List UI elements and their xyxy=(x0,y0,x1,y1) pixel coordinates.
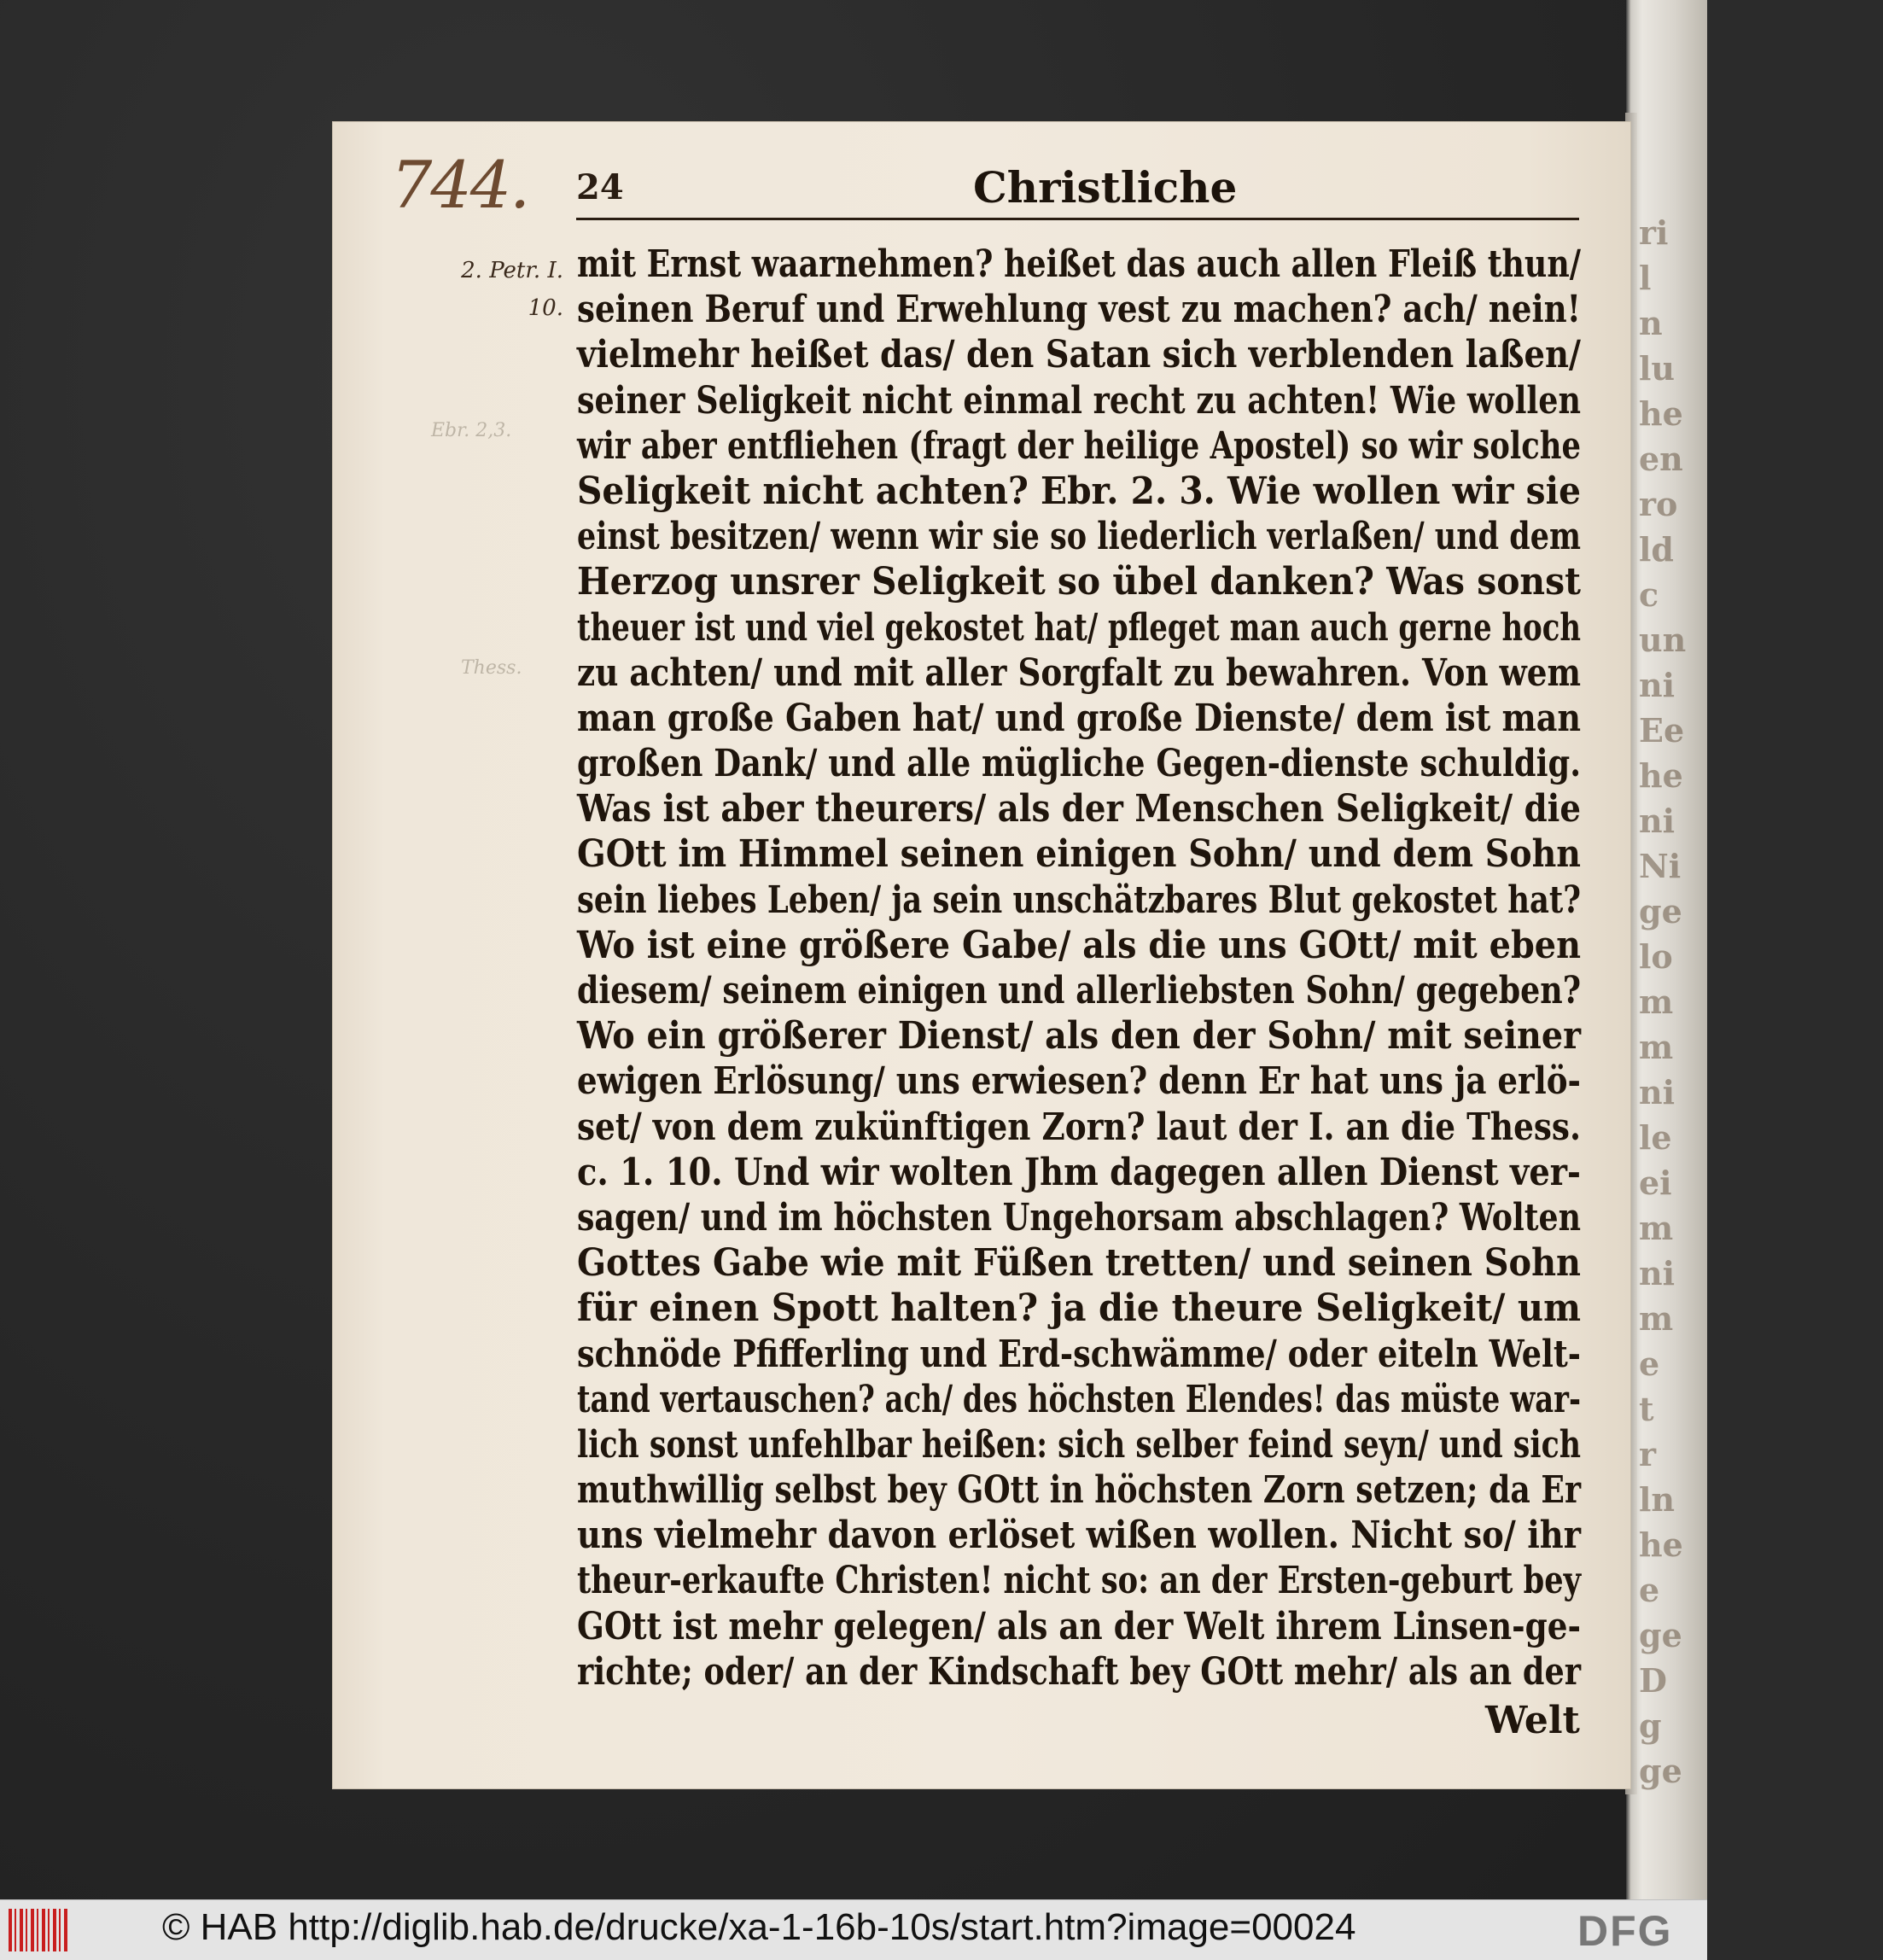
text-line: lich sonst unfehlbar heißen: sich selber feind seyn/ und sich xyxy=(577,1422,1581,1467)
bleed-fragment: l xyxy=(1639,259,1652,297)
margin-note-line: 2. Petr. I. xyxy=(461,258,563,283)
hab-barcode-logo xyxy=(9,1909,70,1951)
catchword: Welt xyxy=(1485,1699,1580,1742)
bleed-fragment: Ni xyxy=(1639,847,1682,885)
bleed-fragment: lu xyxy=(1639,349,1676,388)
margin-note-line: 10. xyxy=(528,295,563,321)
text-line: Seligkeit nicht achten? Ebr. 2. 3. Wie wollen wir sie xyxy=(577,469,1581,513)
text-line: Was ist aber theurers/ als der Menschen Seligkeit/ die xyxy=(577,787,1581,831)
bleed-fragment: ge xyxy=(1639,892,1682,930)
bleed-fragment: D xyxy=(1639,1661,1667,1700)
body-text xyxy=(577,242,1581,1695)
text-line: sagen/ und im höchsten Ungehorsam abschlagen? Wolten xyxy=(577,1195,1581,1240)
text-line: GOtt ist mehr gelegen/ als an der Welt ihrem Linsen-ge- xyxy=(577,1604,1581,1648)
bleed-fragment: ge xyxy=(1639,1616,1682,1654)
text-line: theur-erkaufte Christen! nicht so: an der Ersten-geburt bey xyxy=(577,1559,1581,1603)
bleed-fragment: ld xyxy=(1639,530,1675,569)
bleed-fragment: e xyxy=(1639,1571,1660,1609)
dfg-logo: DFG xyxy=(1577,1907,1673,1955)
text-line: seiner Seligkeit nicht einmal recht zu achten! Wie wollen xyxy=(577,378,1581,423)
text-line: muthwillig selbst bey GOtt in höchsten Zorn setzen; da Er xyxy=(577,1468,1581,1513)
text-line: Gottes Gabe wie mit Füßen tretten/ und seinen Sohn xyxy=(577,1241,1581,1286)
bleed-fragment: Ee xyxy=(1639,711,1685,750)
text-line: vielmehr heißet das/ den Satan sich verblenden laßen/ xyxy=(577,333,1581,377)
bleed-fragment: e xyxy=(1639,1345,1660,1383)
header-rule xyxy=(576,218,1579,220)
margin-note xyxy=(444,252,563,327)
bleed-fragment: ni xyxy=(1639,666,1676,704)
bleed-fragment: ri xyxy=(1639,213,1669,252)
bleed-fragment: c xyxy=(1639,575,1659,614)
footer-copyright-link[interactable]: © HAB http://diglib.hab.de/drucke/xa-1-16b-10s/start.htm?image=00024 xyxy=(162,1906,1356,1948)
text-line: für einen Spott halten? ja die theure Seligkeit/ um xyxy=(577,1286,1581,1331)
text-line: Herzog unsrer Seligkeit so übel danken? Was sonst xyxy=(577,560,1581,604)
bleed-fragment: ni xyxy=(1639,802,1676,840)
page-number: 24 xyxy=(576,167,624,207)
text-line: wir aber entfliehen (fragt der heilige Apostel) so wir solche xyxy=(577,423,1581,468)
bleed-fragment: ge xyxy=(1639,1752,1682,1790)
bleed-fragment: le xyxy=(1639,1118,1672,1157)
bleed-fragment: he xyxy=(1639,394,1683,433)
text-line: uns vielmehr davon erlöset wißen wollen. Nicht so/ ihr xyxy=(577,1514,1581,1558)
bleed-fragment: n xyxy=(1639,304,1663,342)
text-line: theuer ist und viel gekostet hat/ pfleget man auch gerne hoch xyxy=(577,605,1581,650)
bleed-fragment: ni xyxy=(1639,1073,1676,1111)
text-line: seinen Beruf und Erwehlung vest zu machen? ach/ nein! xyxy=(577,288,1581,332)
bleed-fragment: t xyxy=(1639,1390,1654,1428)
bleed-fragment: en xyxy=(1639,440,1683,478)
bleed-fragment: m xyxy=(1639,1028,1674,1066)
bleed-fragment: r xyxy=(1639,1435,1657,1473)
text-line: großen Dank/ und alle mügliche Gegen-dienste schuldig. xyxy=(577,742,1581,786)
bleed-fragment: he xyxy=(1639,1525,1683,1564)
faint-margin-note: Thess. xyxy=(461,657,522,679)
bleed-fragment: he xyxy=(1639,756,1683,795)
text-line: Wo ein größerer Dienst/ als den der Sohn/ mit seiner xyxy=(577,1014,1581,1059)
bleed-fragment: m xyxy=(1639,1299,1674,1338)
bleed-fragment: g xyxy=(1639,1706,1662,1745)
text-line: Wo ist eine größere Gabe/ als die uns GOtt/ mit eben xyxy=(577,923,1581,967)
text-line: mit Ernst waarnehmen? heißet das auch allen Fleiß thun/ xyxy=(577,242,1581,286)
bleed-fragment: ln xyxy=(1639,1480,1676,1519)
text-line: schnöde Pfifferling und Erd-schwämme/ oder eiteln Welt- xyxy=(577,1332,1581,1376)
bleed-fragment: ei xyxy=(1639,1164,1672,1202)
running-head: Christliche xyxy=(973,162,1238,213)
bleed-fragment: ni xyxy=(1639,1254,1676,1292)
bleed-fragment: m xyxy=(1639,983,1674,1021)
text-line: diesem/ seinem einigen und allerliebsten Sohn/ gegeben? xyxy=(577,969,1581,1012)
text-line: ewigen Erlösung/ uns erwiesen? denn Er hat uns ja erlö- xyxy=(577,1059,1581,1104)
text-line: richte; oder/ an der Kindschaft bey GOtt mehr/ als an der xyxy=(577,1649,1581,1694)
faint-margin-note: Ebr. 2,3. xyxy=(431,420,512,441)
text-line: man große Gaben hat/ und große Dienste/ dem ist man xyxy=(577,696,1581,740)
text-line: set/ von dem zukünftigen Zorn? laut der I. an die Thess. xyxy=(577,1105,1581,1149)
text-line: GOtt im Himmel seinen einigen Sohn/ und dem Sohn xyxy=(577,832,1581,877)
text-line: tand vertauschen? ach/ des höchsten Elendes! das müste war- xyxy=(577,1377,1581,1421)
text-line: c. 1. 10. Und wir wolten Jhm dagegen allen Dienst ver- xyxy=(577,1150,1581,1194)
bleed-fragment: un xyxy=(1639,621,1687,659)
bleed-fragment: lo xyxy=(1639,937,1673,976)
text-line: einst besitzen/ wenn wir sie so liederlich verlaßen/ und dem xyxy=(577,515,1581,559)
text-line: sein liebes Leben/ ja sein unschätzbares Blut gekostet hat? xyxy=(577,878,1581,922)
bleed-fragment: m xyxy=(1639,1209,1674,1247)
text-line: zu achten/ und mit aller Sorgfalt zu bewahren. Von wem xyxy=(577,650,1581,695)
handwritten-shelf-number: 744. xyxy=(391,147,529,223)
bleed-fragment: ro xyxy=(1639,485,1678,523)
facing-page-bleed xyxy=(1639,213,1707,1790)
